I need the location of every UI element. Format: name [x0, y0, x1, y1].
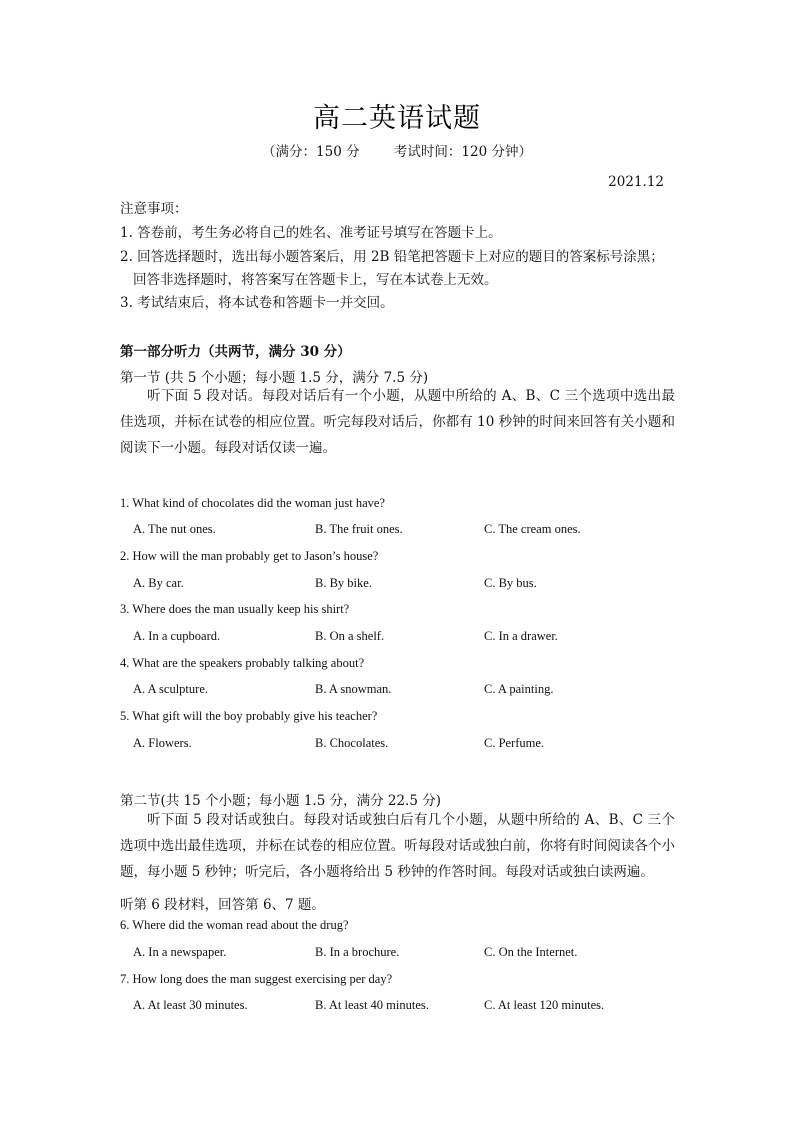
question-1: 1. What kind of chocolates did the woman just have?: [120, 496, 385, 510]
notice-item-2: 2. 回答选择题时，选出每小题答案后，用 2B 铅笔把答题卡上对应的题目的答案标号涂黑；: [120, 249, 664, 265]
question-5: 5. What gift will the boy probably give his teacher?: [120, 709, 378, 723]
q2-option-c: C. By bus.: [484, 576, 537, 590]
q5-option-a: A. Flowers.: [133, 736, 192, 750]
question-6: 6. Where did the woman read about the drug?: [120, 918, 349, 932]
notice-item-3: 3. 考试结束后，将本试卷和答题卡一并交回。: [120, 295, 394, 311]
section2-heading: 第二节(共 15 个小题；每小题 1.5 分，满分 22.5 分): [120, 793, 441, 809]
q1-option-a: A. The nut ones.: [133, 522, 216, 536]
q1-option-b: B. The fruit ones.: [315, 522, 403, 536]
question-2: 2. How will the man probably get to Jason’s house?: [120, 549, 379, 563]
q4-option-a: A. A sculpture.: [133, 682, 208, 696]
notice-item-1: 1. 答卷前，考生务必将自己的姓名、准考证号填写在答题卡上。: [120, 225, 502, 241]
material-note: 听第 6 段材料，回答第 6、7 题。: [120, 897, 325, 913]
q3-option-a: A. In a cupboard.: [133, 629, 221, 643]
question-4: 4. What are the speakers probably talking about?: [120, 656, 365, 670]
part1-heading: 第一部分听力（共两节，满分 30 分）: [120, 344, 351, 360]
q7-option-b: B. At least 40 minutes.: [315, 998, 429, 1012]
question-3: 3. Where does the man usually keep his shirt?: [120, 602, 350, 616]
q5-option-b: B. Chocolates.: [315, 736, 389, 750]
exam-date: 2021.12: [608, 174, 664, 190]
section1-instructions: 听下面 5 段对话。每段对话后有一个小题，从题中所给的 A、B、C 三个选项中选出最佳选项，并标在试卷的相应位置。听完每段对话后，你都有 10 秒钟的时间来回答有关小题和阅读下一小题。每段对话仅读一遍。: [120, 388, 675, 456]
page-title: 高二英语试题: [313, 103, 481, 134]
notice-heading: 注意事项：: [120, 201, 188, 217]
q2-option-b: B. By bike.: [315, 576, 372, 590]
q7-option-c: C. At least 120 minutes.: [484, 998, 605, 1012]
notice-item-2-cont: 回答非选择题时，将答案写在答题卡上，写在本试卷上无效。: [133, 272, 498, 288]
q6-option-b: B. In a brochure.: [315, 945, 400, 959]
q3-option-c: C. In a drawer.: [484, 629, 558, 643]
section2-instructions: 听下面 5 段对话或独白。每段对话或独白后有几个小题，从题中所给的 A、B、C 三个选项中选出最佳选项，并标在试卷的相应位置。听每段对话或独白前，你将有时间阅读各个小题，每小题 5 秒钟；听完后，各小题将给出 5 秒钟的作答时间。每段对话或独白读两遍。: [120, 812, 675, 880]
q5-option-c: C. Perfume.: [484, 736, 545, 750]
q4-option-c: C. A painting.: [484, 682, 554, 696]
exam-info: （满分：150 分 考试时间：120 分钟）: [262, 144, 532, 160]
q2-option-a: A. By car.: [133, 576, 184, 590]
q6-option-c: C. On the Internet.: [484, 945, 578, 959]
section1-heading: 第一节 (共 5 个小题；每小题 1.5 分，满分 7.5 分): [120, 370, 429, 386]
q3-option-b: B. On a shelf.: [315, 629, 385, 643]
q6-option-a: A. In a newspaper.: [133, 945, 227, 959]
q7-option-a: A. At least 30 minutes.: [133, 998, 248, 1012]
q4-option-b: B. A snowman.: [315, 682, 392, 696]
question-7: 7. How long does the man suggest exercising per day?: [120, 972, 393, 986]
q1-option-c: C. The cream ones.: [484, 522, 581, 536]
